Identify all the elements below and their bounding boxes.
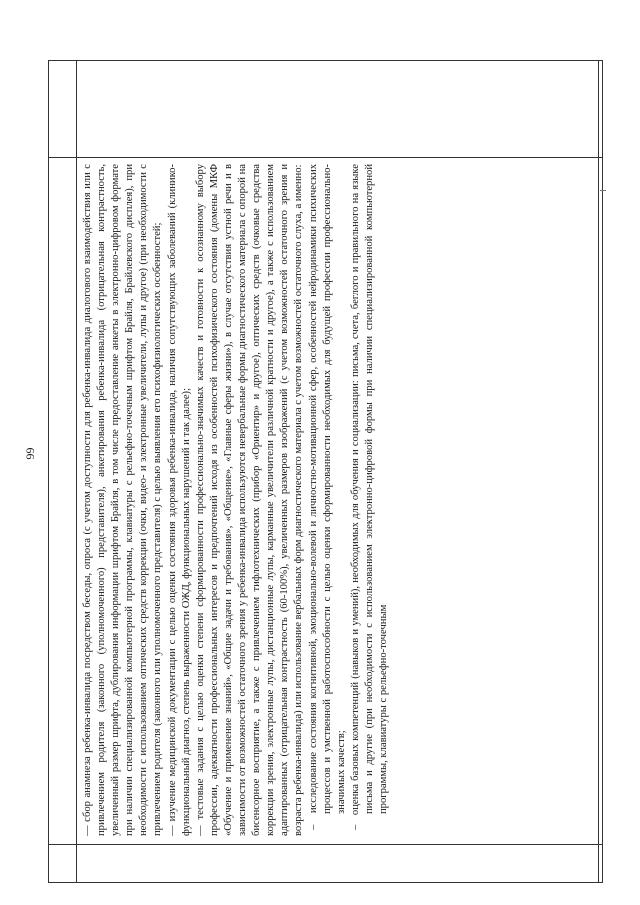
list-item: — изучение медицинской документации с целью оценки состояния здоровья ребенка-инвалида, наличия сопутствующих заболеваний (клинико-функциональный диагноз, степень выраженности ОЖД, функциональных нарушений и так далее); [166,164,192,836]
dash-marker: – [349,824,361,830]
scan-mark [600,190,606,191]
sub-list-item [349,164,391,836]
list-item: — тестовые задания с целью оценки степени сформированности профессионально-значимых качеств и готовности к осознанному выбору профессии, адекватности профессиональных интересов и предпочтений исходя из особенностей психофизического состояния (домены МКФ «Обучение и применение знаний», «Общие задачи и требования», «Общение», «Главные сферы жизни»), в случае отсутствия устной речи и в зависимости от возможностей остаточного зрения у ребенка-инвалида используются невербальные формы диагностического материала с опорой на бисенсорное восприятие, а также с привлечением тифлотехнических (прибор «Ориентир» и другое), оптических средств (очковые средства коррекции зрения, электронные лупы, дистанционные лупы, карманные увеличители различной кратности и другое), а также с использованием адаптированных (отрицательная контрастность (60-100%), увеличенных размеров изображений (с учетом возможностей остаточного зрения и возраста ребенка-инвалида) или использование вербальных форм диагностического материала с учетом возможностей остаточного слуха, а именно: [194,164,305,836]
table-rule-left [76,60,77,883]
rotated-text-block [79,160,594,842]
sub-list-item-text: оценка базовых компетенций (навыков и умений), необходимых для обучения и социализации: письма, счета, беглого и правильного на языке письма и другие (при необходимости с использованием электронно-цифровой формы при наличии специализированной компьютерной программы, клавиатуры с рельефно-точечным [349,164,389,816]
dash-marker: – [307,824,319,830]
table-rule-bottom [48,844,603,845]
table-cell [79,160,594,842]
sub-list-item [307,164,349,836]
list-item: — сбор анамнеза ребенка-инвалида посредством беседы, опроса (с учетом доступности для ребенка-инвалида диалогового взаимодействия или с привлечением родителя (законного (уполномоченного) представителя), анкетирования ребенка-инвалида (отрицательная контрастность, увеличенный размер шрифта, дублирования информации шрифтом Брайля, в том числе предоставление анкеты в электронно-цифровом формате при наличии специализированной компьютерной программы, клавиатуры с рельефно-точечным шрифтом Брайля, Брайлевского дисплея), при необходимости с использованием оптических средств коррекции (очки, видео- и электронные увеличители, лупы и другое) (при необходимости с привлечением родителя (законного или уполномоченного представителя) с целью выявления его психофизиологических особенностей; [82,164,164,836]
sub-list-item-text: исследование состояния когнитивной, эмоционально-волевой и личностно-мотивационной сфер, особенностей нейродинамики психических процессов и умственной работоспособности с целью оценки сформированности необходимых для будущей профессии профессионально-значимых качеств; [307,164,347,814]
page-number: 66 [23,447,38,460]
table-rule-right [598,60,599,883]
table-rule-top [48,157,603,158]
